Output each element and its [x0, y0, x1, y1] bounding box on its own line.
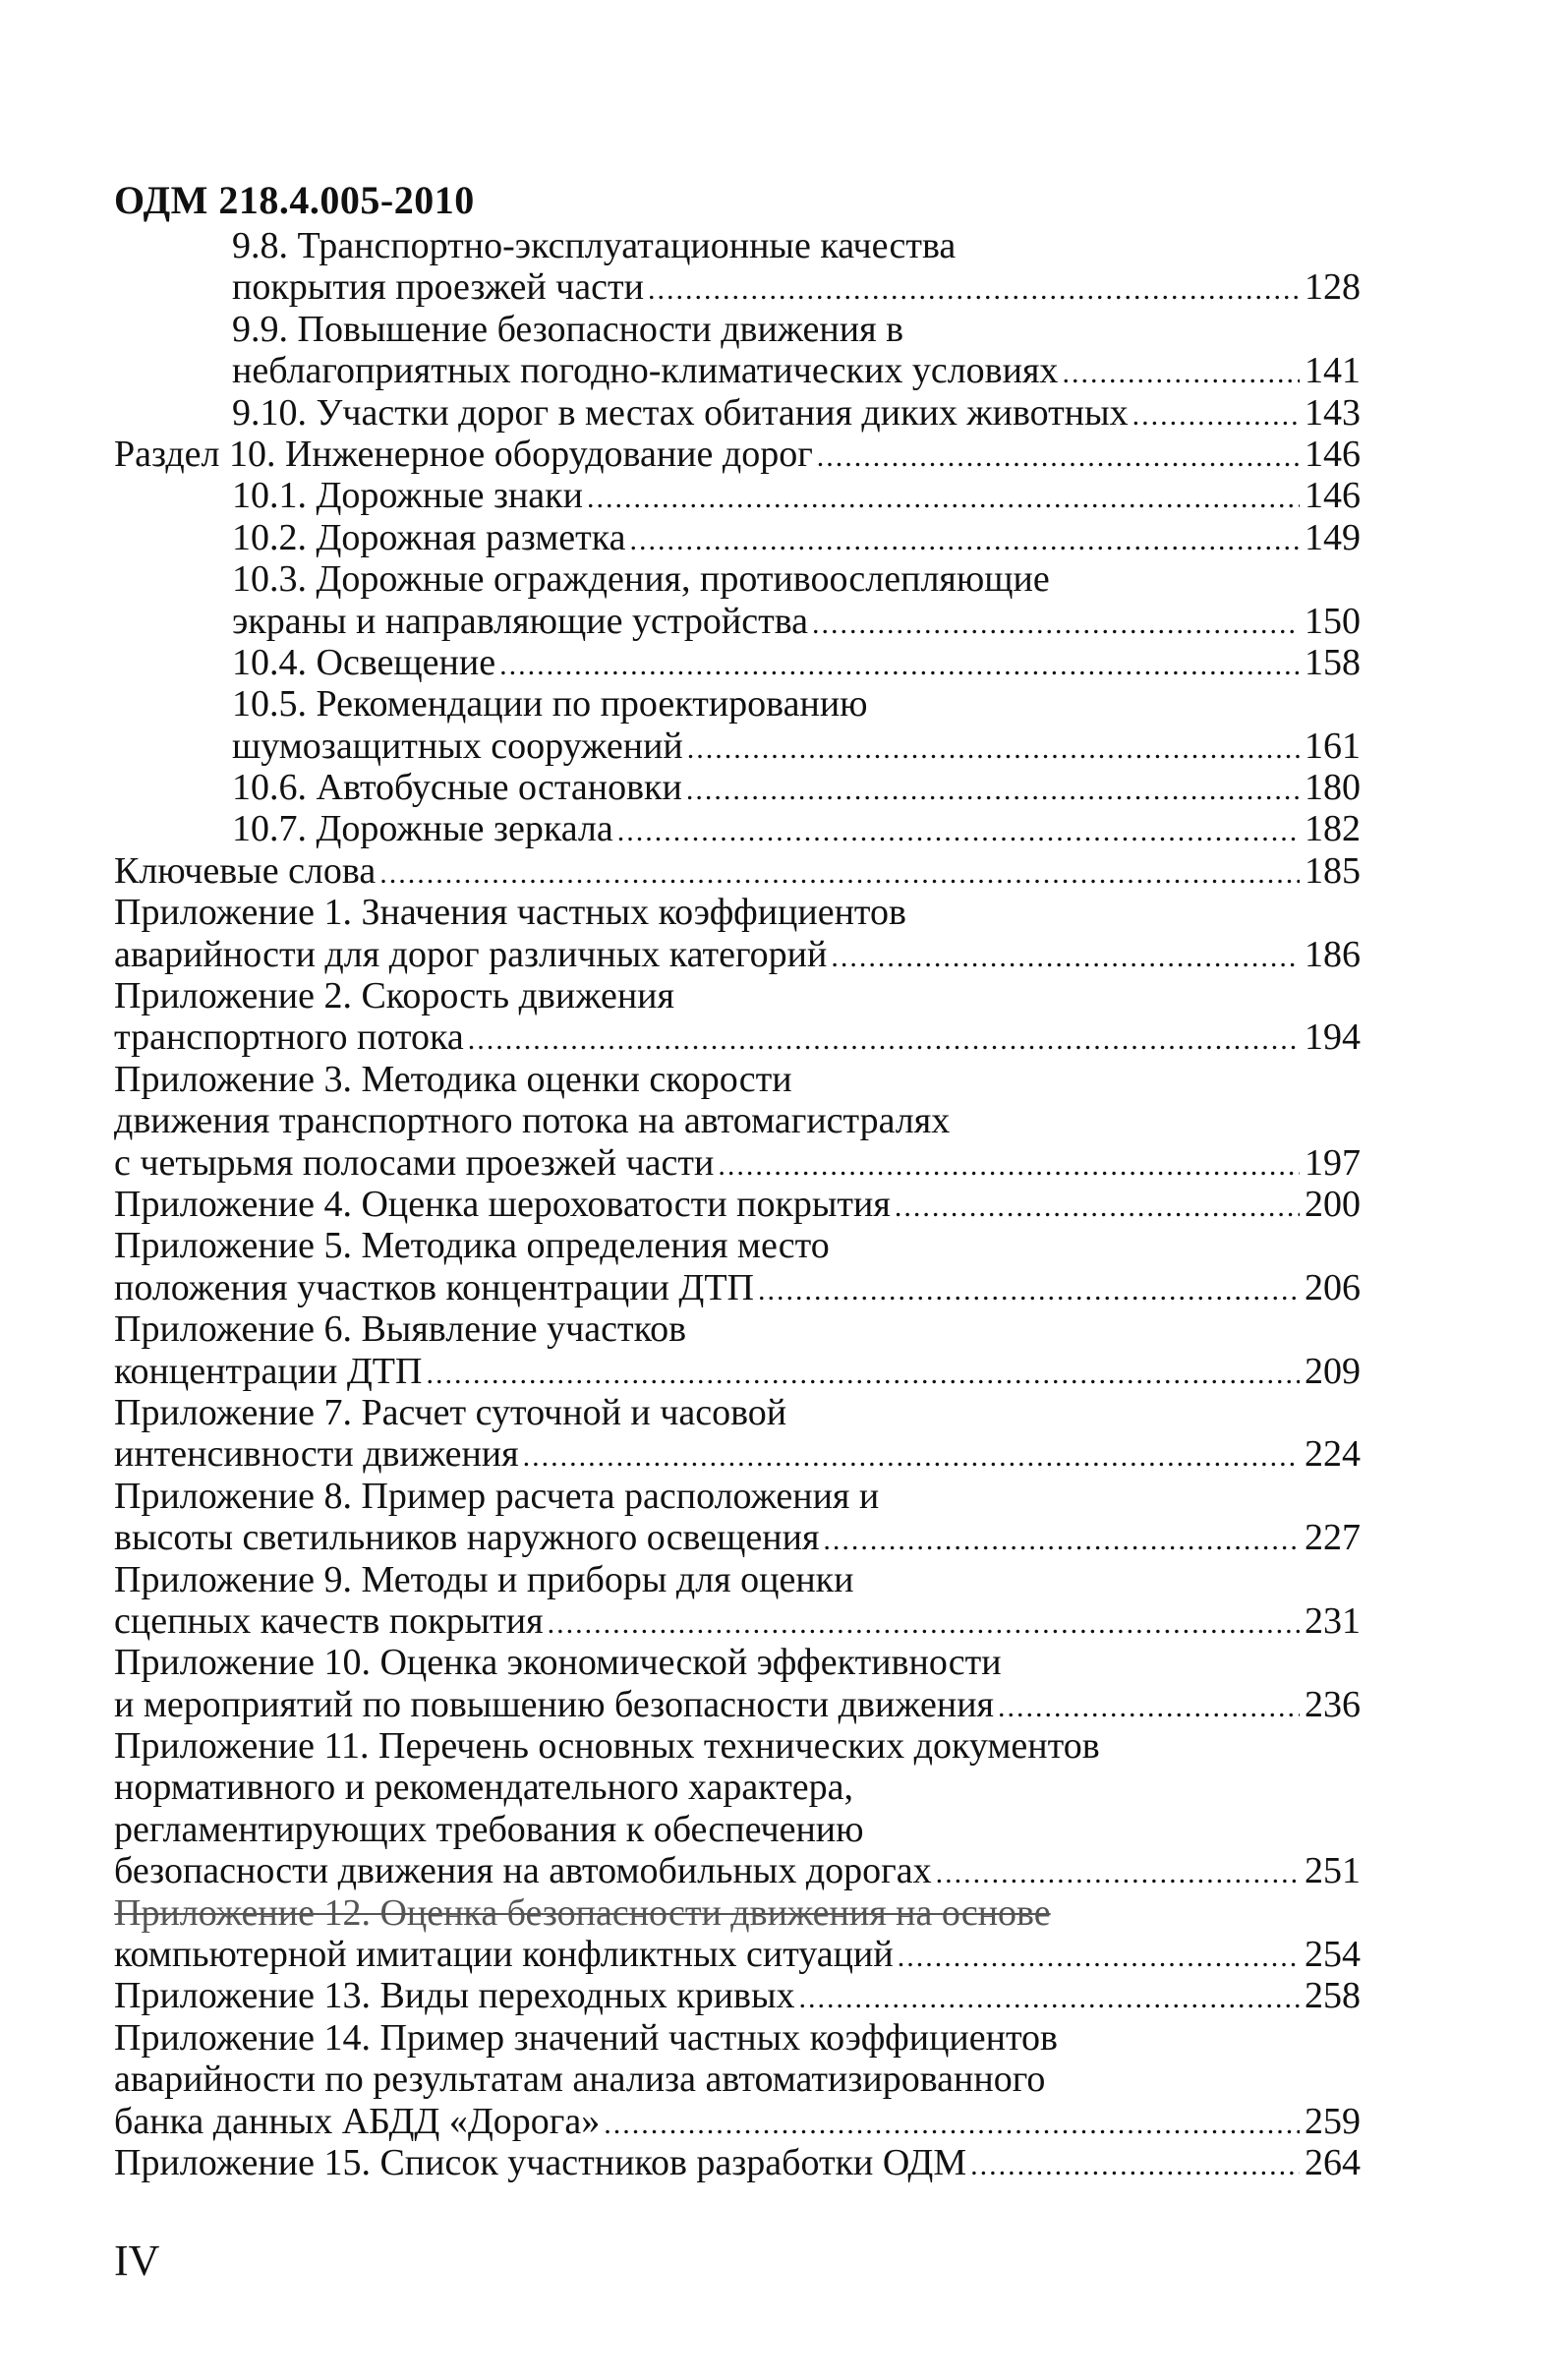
toc-leader-dots	[648, 273, 1300, 307]
toc-line	[114, 1683, 1361, 1724]
toc-entry-text: положения участков концентрации ДТП	[114, 1266, 754, 1308]
toc-line	[114, 1099, 1361, 1140]
toc-line	[114, 974, 1361, 1016]
toc-entry-text: Приложение 12. Оценка безопасности движения на основе	[114, 1891, 1051, 1934]
toc-line	[114, 349, 1361, 390]
toc-page-number: 185	[1305, 849, 1361, 892]
toc-page-number: 158	[1305, 641, 1361, 683]
toc-line	[114, 265, 1361, 307]
toc-entry-text: банка данных АБДД «Дорога»	[114, 2100, 601, 2141]
toc-entry-text: Раздел 10. Инженерное оборудование дорог	[114, 433, 813, 475]
toc-entry-text: Приложение 7. Расчет суточной и часовой	[114, 1391, 787, 1433]
toc-entry-text: Приложение 13. Виды переходных кривых	[114, 1975, 795, 2016]
toc-leader-dots	[468, 1023, 1300, 1057]
toc-line	[114, 807, 1361, 848]
toc-line	[114, 1724, 1361, 1766]
toc-leader-dots	[831, 941, 1300, 974]
toc-line	[114, 1599, 1361, 1641]
toc-entry-text: с четырьмя полосами проезжей части	[114, 1141, 715, 1183]
toc-page-number: 197	[1305, 1141, 1361, 1183]
document-code: ОДМ 218.4.005-2010	[114, 178, 475, 222]
toc-leader-dots	[812, 608, 1300, 641]
toc-line	[114, 557, 1361, 599]
toc-line	[114, 1307, 1361, 1349]
toc-entry-text: Приложение 1. Значения частных коэффициентов	[114, 892, 906, 933]
toc-page-number: 143	[1305, 391, 1361, 433]
toc-line	[114, 1641, 1361, 1682]
toc-entry-text: транспортного потока	[114, 1016, 464, 1058]
toc-line	[114, 891, 1361, 932]
toc-leader-dots	[687, 732, 1300, 766]
toc-line	[114, 1933, 1361, 1974]
toc-line	[114, 474, 1361, 515]
toc-page-number: 259	[1305, 2100, 1361, 2141]
page-number: IV	[114, 2236, 160, 2285]
toc-line	[114, 1141, 1361, 1183]
toc-line	[114, 1432, 1361, 1474]
toc-entry-text: шумозащитных сооружений	[232, 725, 683, 767]
toc-entry-text: интенсивности движения	[114, 1433, 519, 1475]
toc-entry-text: Приложение 11. Перечень основных технических документов	[114, 1725, 1100, 1767]
toc-line	[114, 1974, 1361, 2015]
toc-entry-text: Приложение 2. Скорость движения	[114, 975, 674, 1016]
toc-line	[114, 2016, 1361, 2058]
toc-page-number: 150	[1305, 600, 1361, 641]
toc-entry-text: нормативного и рекомендательного характера,	[114, 1767, 854, 1808]
toc-leader-dots	[604, 2108, 1300, 2141]
table-of-contents	[114, 224, 1361, 2182]
toc-entry-text: Ключевые слова	[114, 849, 377, 892]
toc-entry-text: Приложение 9. Методы и приборы для оценки	[114, 1558, 854, 1599]
toc-leader-dots	[617, 815, 1300, 848]
toc-leader-dots	[898, 1941, 1300, 1974]
toc-line	[114, 1808, 1361, 1849]
toc-page-number: 149	[1305, 516, 1361, 558]
toc-entry-text: сцепных качеств покрытия	[114, 1599, 544, 1642]
toc-line	[114, 224, 1361, 265]
toc-leader-dots	[523, 1440, 1300, 1474]
toc-entry-text: регламентирующих требования к обеспечению	[114, 1808, 864, 1850]
toc-line	[114, 766, 1361, 807]
toc-leader-dots	[823, 1524, 1300, 1557]
toc-line	[114, 2141, 1361, 2182]
toc-entry-text: безопасности движения на автомобильных дорогах	[114, 1850, 932, 1891]
toc-leader-dots	[499, 649, 1300, 682]
toc-line	[114, 433, 1361, 474]
toc-leader-dots	[799, 1982, 1301, 2015]
toc-entry-text: компьютерной имитации конфликтных ситуаций	[114, 1934, 894, 1975]
toc-page-number: 227	[1305, 1517, 1361, 1558]
toc-line	[114, 1183, 1361, 1224]
toc-line	[114, 1058, 1361, 1099]
toc-leader-dots	[548, 1607, 1300, 1641]
toc-leader-dots	[936, 1857, 1300, 1890]
toc-entry-text: 10.1. Дорожные знаки	[232, 475, 583, 516]
toc-leader-dots	[587, 482, 1300, 515]
toc-page-number: 231	[1305, 1599, 1361, 1642]
toc-line	[114, 391, 1361, 433]
toc-line	[114, 516, 1361, 557]
toc-line	[114, 2100, 1361, 2141]
toc-page-number: 161	[1305, 725, 1361, 767]
toc-line	[114, 1516, 1361, 1557]
toc-entry-text: 10.5. Рекомендации по проектированию	[232, 683, 868, 725]
toc-page-number: 146	[1305, 433, 1361, 475]
toc-entry-text: Приложение 8. Пример расчета расположения и	[114, 1475, 880, 1517]
toc-page-number: 236	[1305, 1683, 1361, 1725]
toc-entry-text: 10.7. Дорожные зеркала	[232, 808, 613, 849]
toc-page-number: 224	[1305, 1433, 1361, 1475]
toc-page-number: 251	[1305, 1850, 1361, 1891]
toc-line	[114, 682, 1361, 724]
toc-entry-text: Приложение 5. Методика определения место	[114, 1225, 830, 1266]
toc-entry-text: аварийности для дорог различных категорий	[114, 933, 828, 975]
toc-entry-text: 10.6. Автобусные остановки	[232, 767, 682, 808]
toc-line	[114, 1266, 1361, 1307]
toc-entry-text: Приложение 10. Оценка экономической эффективности	[114, 1642, 1002, 1683]
toc-entry-text: неблагоприятных погодно-климатических условиях	[232, 350, 1059, 391]
toc-leader-dots	[817, 440, 1300, 474]
toc-page-number: 182	[1305, 808, 1361, 849]
toc-line	[114, 1475, 1361, 1516]
toc-line	[114, 933, 1361, 974]
toc-entry-text: 10.3. Дорожные ограждения, противоослепляющие	[232, 558, 1050, 600]
toc-page-number: 141	[1305, 350, 1361, 391]
toc-page-number: 209	[1305, 1350, 1361, 1391]
toc-entry-text: покрытия проезжей части	[232, 266, 644, 308]
toc-page-number: 206	[1305, 1266, 1361, 1308]
toc-leader-dots	[686, 774, 1300, 807]
toc-line	[114, 1391, 1361, 1432]
toc-line	[114, 600, 1361, 641]
toc-entry-text: 9.8. Транспортно-эксплуатационные качества	[232, 225, 957, 266]
toc-line	[114, 641, 1361, 682]
toc-leader-dots	[630, 524, 1300, 557]
toc-line	[114, 1766, 1361, 1807]
toc-entry-text: 9.10. Участки дорог в местах обитания диких животных	[232, 391, 1129, 433]
toc-leader-dots	[718, 1149, 1300, 1183]
toc-line	[114, 849, 1361, 891]
toc-leader-dots	[426, 1358, 1300, 1391]
toc-leader-dots	[970, 2149, 1300, 2182]
toc-entry-text: Приложение 14. Пример значений частных коэффициентов	[114, 2016, 1059, 2059]
toc-page-number: 146	[1305, 475, 1361, 516]
toc-page-number: 264	[1305, 2141, 1361, 2183]
toc-entry-text: 10.4. Освещение	[232, 641, 496, 683]
toc-line	[114, 2058, 1361, 2099]
toc-line	[114, 1891, 1361, 1933]
toc-line	[114, 1350, 1361, 1391]
toc-entry-text: высоты светильников наружного освещения	[114, 1517, 820, 1558]
toc-entry-text: Приложение 15. Список участников разработки ОДМ	[114, 2141, 967, 2183]
toc-entry-text: Приложение 6. Выявление участков	[114, 1308, 687, 1350]
toc-entry-text: Приложение 4. Оценка шероховатости покрытия	[114, 1183, 891, 1225]
toc-page-number: 254	[1305, 1934, 1361, 1975]
toc-line	[114, 725, 1361, 766]
toc-entry-text: концентрации ДТП	[114, 1350, 423, 1391]
toc-entry-text: движения транспортного потока на автомагистралях	[114, 1100, 951, 1141]
toc-line	[114, 1016, 1361, 1057]
toc-entry-text: и мероприятий по повышению безопасности движения	[114, 1683, 995, 1725]
toc-leader-dots	[1132, 399, 1300, 433]
toc-page-number: 258	[1305, 1975, 1361, 2016]
toc-page-number: 194	[1305, 1016, 1361, 1058]
toc-line	[114, 308, 1361, 349]
toc-line	[114, 1849, 1361, 1890]
toc-leader-dots	[895, 1190, 1300, 1224]
toc-line	[114, 1558, 1361, 1599]
toc-page-number: 200	[1305, 1183, 1361, 1225]
toc-page-number: 186	[1305, 933, 1361, 975]
toc-entry-text: Приложение 3. Методика оценки скорости	[114, 1058, 792, 1100]
toc-leader-dots	[998, 1691, 1300, 1724]
toc-page-number: 180	[1305, 767, 1361, 808]
toc-leader-dots	[379, 857, 1300, 891]
toc-entry-text: аварийности по результатам анализа автоматизированного	[114, 2059, 1046, 2100]
toc-line	[114, 1224, 1361, 1265]
toc-entry-text: 10.2. Дорожная разметка	[232, 516, 626, 558]
toc-leader-dots	[1062, 357, 1300, 390]
toc-page-number: 128	[1305, 266, 1361, 308]
toc-entry-text: 9.9. Повышение безопасности движения в	[232, 308, 904, 350]
toc-leader-dots	[758, 1274, 1300, 1307]
toc-entry-text: экраны и направляющие устройства	[232, 600, 809, 641]
